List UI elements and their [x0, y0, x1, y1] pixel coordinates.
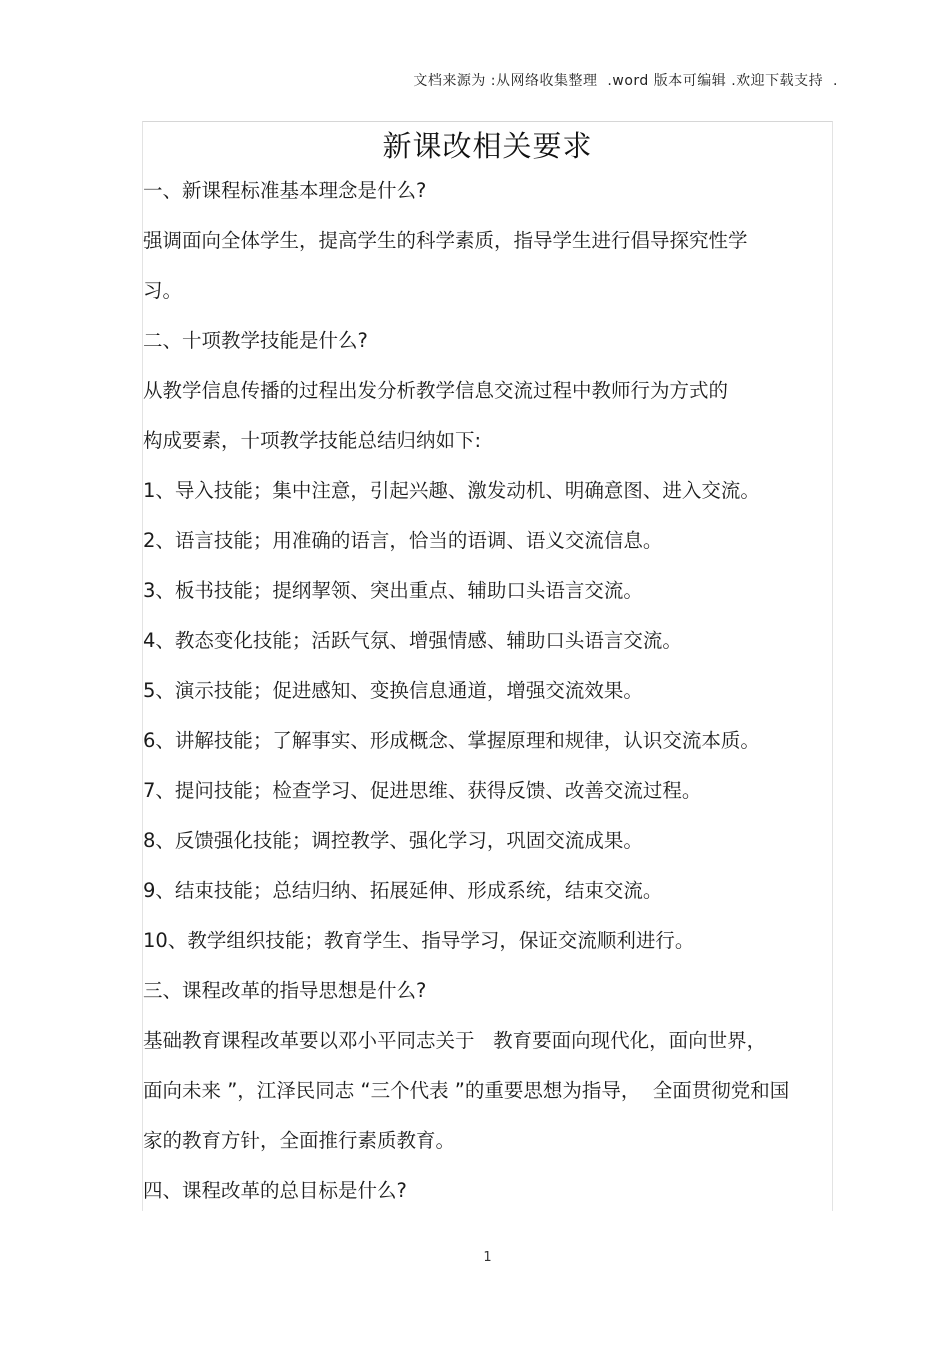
- section-heading-2: 二、十项教学技能是什么?: [143, 329, 368, 352]
- paragraph-line: 强调面向全体学生，提高学生的科学素质，指导学生进行倡导探究性学: [143, 229, 748, 252]
- paragraph-line: 面向未来 ”，江泽民同志 “三个代表 ”的重要思想为指导， 全面贯彻党和国: [143, 1079, 790, 1102]
- list-item: 6、讲解技能；了解事实、形成概念、掌握原理和规律，认识交流本质。: [143, 729, 760, 752]
- list-item: 5、演示技能；促进感知、变换信息通道，增强交流效果。: [143, 679, 643, 702]
- list-item: 8、反馈强化技能；调控教学、强化学习，巩固交流成果。: [143, 829, 643, 852]
- section-heading-4: 四、课程改革的总目标是什么?: [143, 1179, 407, 1202]
- list-item: 1、导入技能；集中注意，引起兴趣、激发动机、明确意图、进入交流。: [143, 479, 760, 502]
- page-number: 1: [483, 1250, 492, 1265]
- paragraph-line: 家的教育方针，全面推行素质教育。: [143, 1129, 456, 1152]
- header-source-note: 文档来源为 :从网络收集整理 .word 版本可编辑 .欢迎下载支持 .: [413, 73, 838, 89]
- paragraph-line: 基础教育课程改革要以邓小平同志关于 教育要面向现代化，面向世界，: [143, 1029, 767, 1052]
- document-title: 新课改相关要求: [382, 129, 593, 163]
- paragraph-line: 从教学信息传播的过程出发分析教学信息交流过程中教师行为方式的: [143, 379, 729, 402]
- section-heading-3: 三、课程改革的指导思想是什么?: [143, 979, 427, 1002]
- list-item: 2、语言技能；用准确的语言，恰当的语调、语义交流信息。: [143, 529, 663, 552]
- list-item: 9、结束技能；总结归纳、拓展延伸、形成系统，结束交流。: [143, 879, 663, 902]
- paragraph-line: 习。: [143, 279, 183, 302]
- list-item: 3、板书技能；提纲挈领、突出重点、辅助口头语言交流。: [143, 579, 643, 602]
- list-item: 7、提问技能；检查学习、促进思维、获得反馈、改善交流过程。: [143, 779, 702, 802]
- section-heading-1: 一、新课程标准基本理念是什么?: [143, 179, 427, 202]
- paragraph-line: 构成要素，十项教学技能总结归纳如下:: [143, 429, 482, 452]
- list-item: 4、教态变化技能；活跃气氛、增强情感、辅助口头语言交流。: [143, 629, 682, 652]
- list-item: 10、教学组织技能；教育学生、指导学习，保证交流顺利进行。: [143, 929, 695, 952]
